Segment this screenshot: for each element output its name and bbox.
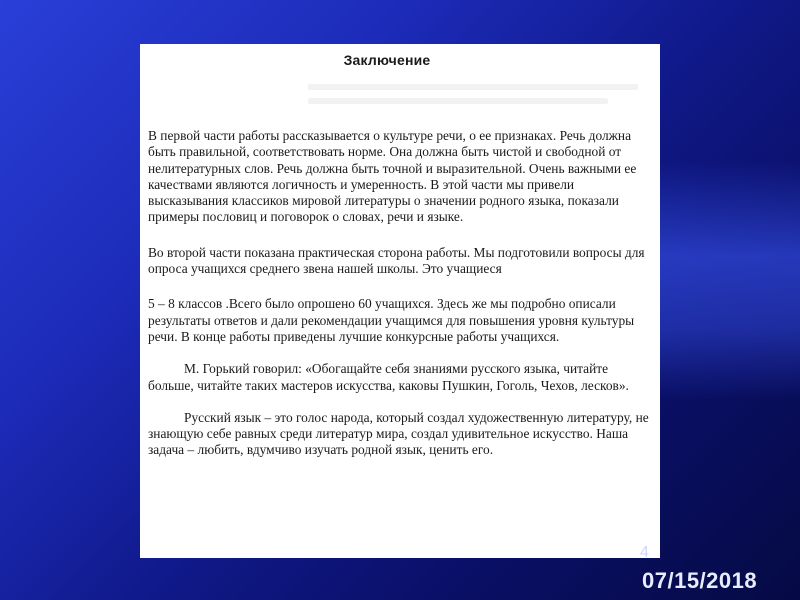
faded-line bbox=[308, 84, 638, 90]
faded-scan-artifact bbox=[148, 68, 656, 128]
paragraph-3: 5 – 8 классов .Всего было опрошено 60 учащихся. Здесь же мы подробно описали результаты ответов и дали рекомендации учащимся для повышения уровня культуры речи. В конце работы приведены лучшие конкурсные работы учащихся. bbox=[148, 296, 635, 344]
slide-number: 4 bbox=[640, 544, 649, 561]
paragraph-5: Русский язык – это голос народа, который создал художественную литературу, не знающую себе равных среди литератур мира, создал удивительное искусство. Наша задача – любить, вдумчиво изучать родной язык, ценить его. bbox=[148, 409, 649, 458]
paragraph-4-quote: М. Горький говорил: «Обогащайте себя знаниями русского языка, читайте больше, читайте таких мастеров искусства, каковы Пушкин, Гоголь, Чехов, лесков». bbox=[148, 361, 629, 393]
document-title: Заключение bbox=[343, 52, 431, 68]
background-accent bbox=[660, 160, 800, 400]
scanned-document-page bbox=[140, 44, 660, 558]
paragraph-2: Во второй части показана практическая сторона работы. Мы подготовили вопросы для опроса учащихся среднего звена нашей школы. Это учащиеся bbox=[148, 244, 645, 277]
paragraph-1: В первой части работы рассказывается о культуре речи, о ее признаках. Речь должна быть правильной, соответствовать норме. Она должна быть чистой и свободной от нелитературных слов. Речь должна быть точной и выразительной. Очень важными ее качествами являются логичность и умеренность. В этой части мы привели высказывания классиков мировой литературы о значении родного языка, показали примеры пословиц и поговорок о словах, речи и языке. bbox=[148, 128, 637, 225]
faded-line bbox=[308, 98, 608, 104]
slide-date: 07/15/2018 bbox=[642, 568, 758, 593]
